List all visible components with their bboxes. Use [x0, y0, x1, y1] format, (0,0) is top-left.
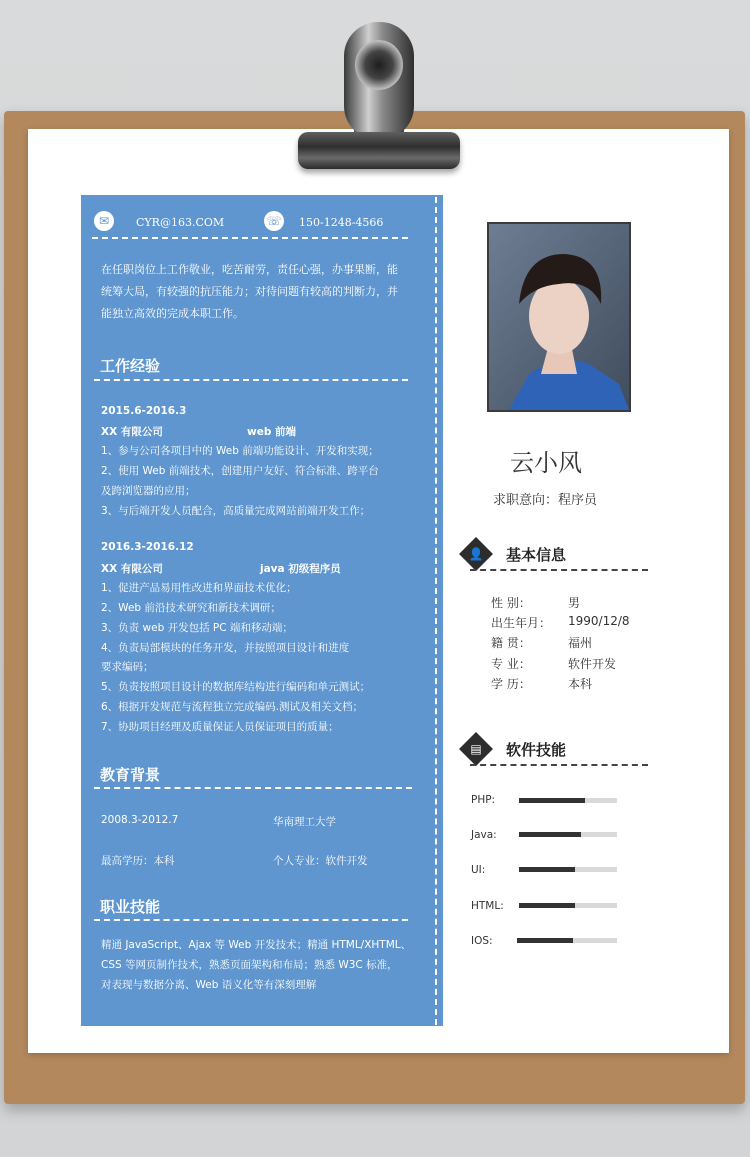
job-duty: 1、促进产品易用性改进和界面技术优化； — [101, 582, 297, 594]
skill-bar-fill — [519, 798, 585, 803]
divider — [94, 379, 408, 381]
email-text: CYR@163.COM — [136, 216, 225, 229]
skill-name: HTML: — [471, 900, 504, 912]
divider — [92, 237, 408, 239]
mail-icon: ✉ — [94, 211, 114, 231]
info-value: 本科 — [568, 677, 593, 691]
candidate-name: 云小风 — [510, 449, 582, 477]
edu-degree: 最高学历：本科 — [101, 855, 175, 867]
edu-period: 2008.3-2012.7 — [101, 814, 179, 826]
job-duty: 要求编码； — [101, 661, 154, 673]
divider — [470, 764, 648, 766]
edu-school: 华南理工大学 — [273, 816, 336, 828]
info-label: 籍 贯： — [491, 636, 531, 650]
skill-bar-fill — [517, 938, 573, 943]
clip-plate — [298, 132, 460, 169]
skill-bar-fill — [519, 832, 581, 837]
job-duty: 6、根据开发规范与流程独立完成编码.测试及相关文档； — [101, 701, 364, 713]
job-period: 2016.3-2016.12 — [101, 541, 194, 553]
section-title-work: 工作经验 — [100, 357, 161, 375]
skill-name: Java: — [471, 829, 497, 841]
edu-major: 个人专业：软件开发 — [273, 855, 368, 867]
section-title-skills: 职业技能 — [100, 898, 161, 916]
job-role: java 初级程序员 — [260, 563, 341, 575]
skill-bar-track — [519, 832, 617, 837]
info-value: 男 — [568, 596, 581, 610]
section-title-basic-info: 基本信息 — [506, 546, 567, 564]
divider — [94, 787, 412, 789]
skills-text-line: 精通 JavaScript、Ajax 等 Web 开发技术；精通 HTML/XHTML、 — [101, 939, 412, 951]
job-duty: 及跨浏览器的应用； — [101, 485, 196, 497]
job-period: 2015.6-2016.3 — [101, 405, 187, 417]
info-value: 软件开发 — [568, 657, 617, 671]
skill-name: UI: — [471, 864, 486, 876]
section-title-software-skills: 软件技能 — [506, 741, 567, 759]
skills-text-line: 对表现与数据分离、Web 语义化等有深刻理解 — [101, 979, 317, 991]
job-duty: 4、负责局部模块的任务开发，并按照项目设计和进度 — [101, 642, 350, 654]
job-company: XX 有限公司 — [101, 426, 163, 438]
info-label: 学 历： — [491, 677, 531, 691]
job-intent: 求职意向：程序员 — [493, 493, 598, 508]
divider — [94, 919, 408, 921]
skill-name: PHP: — [471, 794, 496, 806]
skill-bar-track — [517, 938, 617, 943]
user-icon: 👤 — [468, 547, 484, 561]
clip-hole — [355, 40, 403, 90]
skill-bar-fill — [519, 903, 575, 908]
portrait-image — [489, 224, 629, 410]
job-duty: 1、参与公司各项目中的 Web 前端功能设计、开发和实现； — [101, 445, 379, 457]
skill-bar-track — [519, 798, 617, 803]
section-title-education: 教育背景 — [100, 766, 161, 784]
job-duty: 5、负责按照项目设计的数据库结构进行编码和单元测试； — [101, 681, 371, 693]
panel-divider — [435, 197, 437, 1025]
info-value: 1990/12/8 — [568, 614, 630, 628]
divider — [470, 569, 648, 571]
phone-text: 150-1248-4566 — [299, 216, 384, 229]
info-label: 性 别： — [491, 596, 531, 610]
job-duty: 7、协助项目经理及质量保证人员保证项目的质量； — [101, 721, 339, 733]
book-icon: ▤ — [470, 742, 482, 756]
info-value: 福州 — [568, 636, 593, 650]
phone-icon: ☏ — [264, 211, 284, 231]
job-company: XX 有限公司 — [101, 563, 163, 575]
skill-bar-fill — [519, 867, 575, 872]
job-duty: 3、与后端开发人员配合，高质量完成网站前端开发工作； — [101, 505, 371, 517]
info-label: 出生年月： — [491, 616, 552, 630]
job-duty: 3、负责 web 开发包括 PC 端和移动端； — [101, 622, 293, 634]
job-duty: 2、使用 Web 前端技术，创建用户友好、符合标准、跨平台 — [101, 465, 379, 477]
job-role: web 前端 — [247, 426, 296, 438]
info-label: 专 业： — [491, 657, 531, 671]
skill-bar-track — [519, 867, 617, 872]
self-intro: 在任职岗位上工作敬业，吃苦耐劳，责任心强，办事果断，能统筹大局，有较强的抗压能力；对待问题有较高的判断力，并能独立高效的完成本职工作。 — [101, 263, 398, 320]
skills-text-line: CSS 等网页制作技术，熟悉页面架构和布局；熟悉 W3C 标准， — [101, 959, 398, 971]
skill-name: IOS: — [471, 935, 493, 947]
profile-photo — [487, 222, 631, 412]
job-duty: 2、Web 前沿技术研究和新技术调研； — [101, 602, 281, 614]
skill-bar-track — [519, 903, 617, 908]
